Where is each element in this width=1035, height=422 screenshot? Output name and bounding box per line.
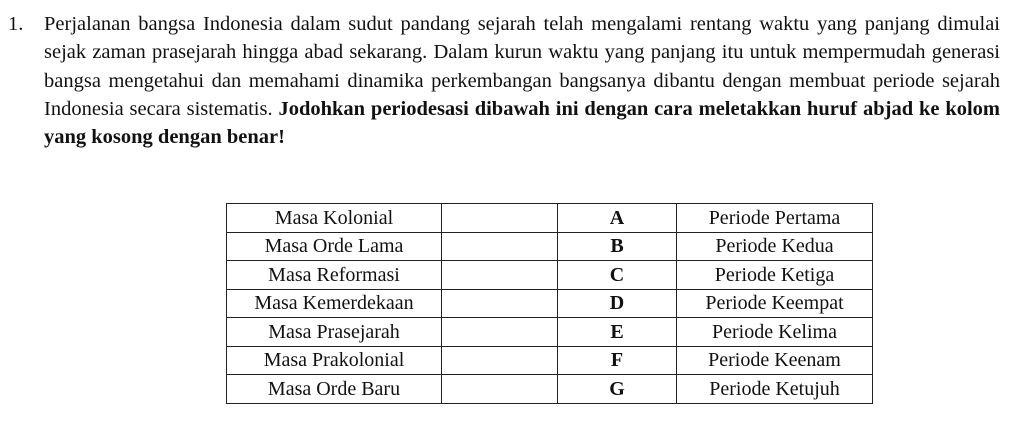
period-cell: Periode Keenam (677, 346, 873, 375)
letter-cell: G (558, 375, 677, 404)
period-cell: Periode Kelima (677, 318, 873, 347)
answer-blank-cell[interactable] (442, 261, 558, 290)
question-number: 1. (8, 13, 24, 35)
era-cell: Masa Kolonial (227, 204, 442, 233)
table-row (227, 204, 873, 233)
table-row (227, 346, 873, 375)
era-cell: Masa Kemerdekaan (227, 289, 442, 318)
table-row (227, 375, 873, 404)
answer-blank-cell[interactable] (442, 375, 558, 404)
letter-cell: A (558, 204, 677, 233)
table-row (227, 289, 873, 318)
era-cell: Masa Orde Baru (227, 375, 442, 404)
answer-blank-cell[interactable] (442, 289, 558, 318)
period-cell: Periode Pertama (677, 204, 873, 233)
question-1 (8, 10, 1000, 151)
answer-blank-cell[interactable] (442, 204, 558, 233)
answer-blank-cell[interactable] (442, 232, 558, 261)
era-cell: Masa Prasejarah (227, 318, 442, 347)
period-cell: Periode Ketujuh (677, 375, 873, 404)
matching-table (226, 203, 873, 404)
question-instruction: Jodohkan periodesasi dibawah ini dengan cara meletakkan huruf abjad ke kolom yang kosong dengan benar! (44, 97, 1000, 149)
question-body: Perjalanan bangsa Indonesia dalam sudut pandang sejarah telah mengalami rentang waktu yang panjang dimulai sejak zaman prasejarah hingga abad sekarang. Dalam kurun waktu yang panjang itu untuk mempermudah generasi bangsa mengetahui dan memahami dinamika perkembangan bangsanya dibantu dengan membuat periode sejarah Indonesia secara sistematis. (44, 13, 1000, 120)
period-cell: Periode Kedua (677, 232, 873, 261)
table-row (227, 318, 873, 347)
era-cell: Masa Reformasi (227, 261, 442, 290)
letter-cell: B (558, 232, 677, 261)
period-cell: Periode Ketiga (677, 261, 873, 290)
letter-cell: E (558, 318, 677, 347)
letter-cell: C (558, 261, 677, 290)
answer-blank-cell[interactable] (442, 346, 558, 375)
table-row (227, 261, 873, 290)
period-cell: Periode Keempat (677, 289, 873, 318)
table-row (227, 232, 873, 261)
era-cell: Masa Orde Lama (227, 232, 442, 261)
letter-cell: F (558, 346, 677, 375)
era-cell: Masa Prakolonial (227, 346, 442, 375)
letter-cell: D (558, 289, 677, 318)
answer-blank-cell[interactable] (442, 318, 558, 347)
question-text-block (44, 10, 1000, 151)
